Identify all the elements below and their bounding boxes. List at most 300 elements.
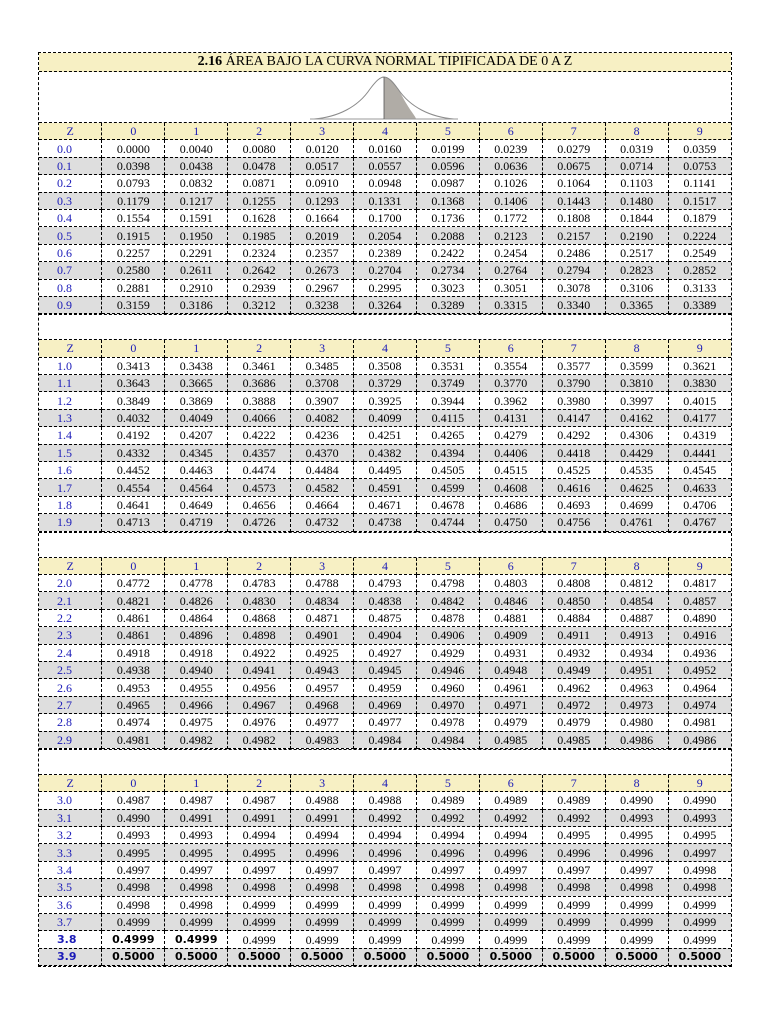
area-value-cell: 0.4418 bbox=[542, 444, 605, 461]
area-value-cell: 0.4772 bbox=[102, 574, 165, 591]
area-value-cell: 0.3212 bbox=[228, 296, 291, 313]
area-value-cell: 0.4850 bbox=[542, 592, 605, 609]
area-value-cell: 0.4952 bbox=[668, 661, 731, 678]
table-row bbox=[39, 496, 731, 513]
area-value-cell: 0.4608 bbox=[479, 479, 542, 496]
area-value-cell: 0.4999 bbox=[542, 896, 605, 913]
area-value-cell: 0.1985 bbox=[228, 227, 291, 244]
area-value-cell: 0.4997 bbox=[668, 844, 731, 861]
z-value-cell: 3.1 bbox=[39, 809, 102, 826]
z-value-cell: 1.5 bbox=[39, 444, 102, 461]
area-value-cell: 0.4778 bbox=[165, 574, 228, 591]
area-value-cell: 0.4990 bbox=[102, 809, 165, 826]
area-value-cell: 0.4999 bbox=[416, 914, 479, 931]
table-row bbox=[39, 731, 731, 748]
area-value-cell: 0.1879 bbox=[668, 209, 731, 226]
area-value-cell: 0.4783 bbox=[228, 574, 291, 591]
area-value-cell: 0.4978 bbox=[416, 714, 479, 731]
normal-curve-icon bbox=[308, 73, 460, 121]
area-value-cell: 0.4996 bbox=[291, 844, 354, 861]
area-value-cell: 0.3264 bbox=[354, 296, 417, 313]
area-value-cell: 0.2257 bbox=[102, 244, 165, 261]
area-value-cell: 0.2517 bbox=[605, 244, 668, 261]
area-value-cell: 0.3729 bbox=[354, 375, 417, 392]
area-value-cell: 0.4834 bbox=[291, 592, 354, 609]
area-value-cell: 0.4115 bbox=[416, 409, 479, 426]
area-value-cell: 0.4949 bbox=[542, 661, 605, 678]
table-row bbox=[39, 574, 731, 591]
area-value-cell: 0.4997 bbox=[354, 861, 417, 878]
area-value-cell: 0.1664 bbox=[291, 209, 354, 226]
area-value-cell: 0.2939 bbox=[228, 279, 291, 296]
table-row bbox=[39, 592, 731, 609]
area-value-cell: 0.4956 bbox=[228, 679, 291, 696]
area-value-cell: 0.1554 bbox=[102, 209, 165, 226]
z-value-cell: 2.2 bbox=[39, 609, 102, 626]
area-value-cell: 0.4826 bbox=[165, 592, 228, 609]
area-value-cell: 0.2019 bbox=[291, 227, 354, 244]
area-value-cell: 0.4974 bbox=[668, 696, 731, 713]
area-value-cell: 0.4997 bbox=[165, 861, 228, 878]
area-value-cell: 0.4972 bbox=[542, 696, 605, 713]
area-value-cell: 0.4545 bbox=[668, 462, 731, 479]
area-value-cell: 0.1179 bbox=[102, 192, 165, 209]
area-value-cell: 0.4932 bbox=[542, 644, 605, 661]
area-value-cell: 0.5000 bbox=[291, 948, 354, 965]
area-value-cell: 0.4082 bbox=[291, 409, 354, 426]
z-value-cell: 1.0 bbox=[39, 357, 102, 374]
z-value-cell: 2.3 bbox=[39, 627, 102, 644]
area-value-cell: 0.4370 bbox=[291, 444, 354, 461]
area-value-cell: 0.4977 bbox=[291, 714, 354, 731]
area-value-cell: 0.4664 bbox=[291, 496, 354, 513]
area-value-cell: 0.1844 bbox=[605, 209, 668, 226]
area-value-cell: 0.4463 bbox=[165, 462, 228, 479]
area-value-cell: 0.4192 bbox=[102, 427, 165, 444]
area-value-cell: 0.3461 bbox=[228, 357, 291, 374]
area-value-cell: 0.3508 bbox=[354, 357, 417, 374]
area-value-cell: 0.3621 bbox=[668, 357, 731, 374]
digit-column-header: 4 bbox=[354, 340, 417, 357]
area-value-cell: 0.4938 bbox=[102, 661, 165, 678]
z-value-cell: 2.0 bbox=[39, 574, 102, 591]
digit-column-header: 8 bbox=[605, 558, 668, 575]
area-value-cell: 0.3340 bbox=[542, 296, 605, 313]
z-table-block-4 bbox=[39, 775, 731, 966]
area-value-cell: 0.4441 bbox=[668, 444, 731, 461]
area-value-cell: 0.4993 bbox=[668, 809, 731, 826]
area-value-cell: 0.0438 bbox=[165, 157, 228, 174]
z-table-block-2 bbox=[39, 340, 731, 531]
area-value-cell: 0.4147 bbox=[542, 409, 605, 426]
digit-column-header: 1 bbox=[165, 558, 228, 575]
area-value-cell: 0.4999 bbox=[605, 931, 668, 948]
area-value-cell: 0.4591 bbox=[354, 479, 417, 496]
area-value-cell: 0.4881 bbox=[479, 609, 542, 626]
z-value-cell: 2.4 bbox=[39, 644, 102, 661]
table-row bbox=[39, 357, 731, 374]
area-value-cell: 0.4625 bbox=[605, 479, 668, 496]
z-value-cell: 3.4 bbox=[39, 861, 102, 878]
digit-column-header: 1 bbox=[165, 340, 228, 357]
area-value-cell: 0.3686 bbox=[228, 375, 291, 392]
area-value-cell: 0.4861 bbox=[102, 627, 165, 644]
block-gap bbox=[39, 532, 731, 558]
table-title bbox=[39, 53, 731, 72]
area-value-cell: 0.4991 bbox=[228, 809, 291, 826]
area-value-cell: 0.5000 bbox=[605, 948, 668, 965]
area-value-cell: 0.4999 bbox=[542, 914, 605, 931]
area-value-cell: 0.4966 bbox=[165, 696, 228, 713]
area-value-cell: 0.2157 bbox=[542, 227, 605, 244]
area-value-cell: 0.0948 bbox=[354, 175, 417, 192]
digit-column-header: 7 bbox=[542, 123, 605, 140]
digit-column-header: 5 bbox=[416, 558, 479, 575]
area-value-cell: 0.4999 bbox=[416, 931, 479, 948]
area-value-cell: 0.4997 bbox=[102, 861, 165, 878]
area-value-cell: 0.4980 bbox=[605, 714, 668, 731]
area-value-cell: 0.4726 bbox=[228, 514, 291, 531]
area-value-cell: 0.0398 bbox=[102, 157, 165, 174]
area-value-cell: 0.4756 bbox=[542, 514, 605, 531]
area-value-cell: 0.4981 bbox=[102, 731, 165, 748]
area-value-cell: 0.2123 bbox=[479, 227, 542, 244]
area-value-cell: 0.3554 bbox=[479, 357, 542, 374]
table-row bbox=[39, 375, 731, 392]
z-value-cell: 3.7 bbox=[39, 914, 102, 931]
area-value-cell: 0.3790 bbox=[542, 375, 605, 392]
z-value-cell: 3.8 bbox=[39, 931, 102, 948]
area-value-cell: 0.4984 bbox=[416, 731, 479, 748]
area-value-cell: 0.2549 bbox=[668, 244, 731, 261]
area-value-cell: 0.2967 bbox=[291, 279, 354, 296]
area-value-cell: 0.4222 bbox=[228, 427, 291, 444]
area-value-cell: 0.4616 bbox=[542, 479, 605, 496]
area-value-cell: 0.4525 bbox=[542, 462, 605, 479]
area-value-cell: 0.0359 bbox=[668, 140, 731, 157]
table-row bbox=[39, 209, 731, 226]
area-value-cell: 0.4998 bbox=[102, 879, 165, 896]
area-value-cell: 0.4987 bbox=[165, 792, 228, 809]
z-value-cell: 2.6 bbox=[39, 679, 102, 696]
table-row bbox=[39, 809, 731, 826]
area-value-cell: 0.4909 bbox=[479, 627, 542, 644]
area-value-cell: 0.4929 bbox=[416, 644, 479, 661]
area-value-cell: 0.3749 bbox=[416, 375, 479, 392]
area-value-cell: 0.3708 bbox=[291, 375, 354, 392]
z-value-cell: 1.8 bbox=[39, 496, 102, 513]
area-value-cell: 0.0319 bbox=[605, 140, 668, 157]
area-value-cell: 0.4803 bbox=[479, 574, 542, 591]
area-value-cell: 0.4999 bbox=[228, 896, 291, 913]
digit-column-header: 4 bbox=[354, 123, 417, 140]
z-value-cell: 0.0 bbox=[39, 140, 102, 157]
area-value-cell: 0.4918 bbox=[165, 644, 228, 661]
area-value-cell: 0.4955 bbox=[165, 679, 228, 696]
area-value-cell: 0.4995 bbox=[228, 844, 291, 861]
area-value-cell: 0.4998 bbox=[479, 879, 542, 896]
area-value-cell: 0.3315 bbox=[479, 296, 542, 313]
area-value-cell: 0.4982 bbox=[165, 731, 228, 748]
area-value-cell: 0.4931 bbox=[479, 644, 542, 661]
area-value-cell: 0.3869 bbox=[165, 392, 228, 409]
table-row bbox=[39, 140, 731, 157]
digit-column-header: 6 bbox=[479, 340, 542, 357]
table-row bbox=[39, 444, 731, 461]
area-value-cell: 0.4994 bbox=[416, 827, 479, 844]
area-value-cell: 0.4678 bbox=[416, 496, 479, 513]
area-value-cell: 0.4998 bbox=[228, 879, 291, 896]
area-value-cell: 0.4981 bbox=[668, 714, 731, 731]
area-value-cell: 0.4941 bbox=[228, 661, 291, 678]
area-value-cell: 0.3051 bbox=[479, 279, 542, 296]
area-value-cell: 0.2291 bbox=[165, 244, 228, 261]
area-value-cell: 0.1772 bbox=[479, 209, 542, 226]
area-value-cell: 0.4515 bbox=[479, 462, 542, 479]
z-value-cell: 2.7 bbox=[39, 696, 102, 713]
area-value-cell: 0.1331 bbox=[354, 192, 417, 209]
area-value-cell: 0.4996 bbox=[416, 844, 479, 861]
digit-column-header: 8 bbox=[605, 340, 668, 357]
area-value-cell: 0.4898 bbox=[228, 627, 291, 644]
area-value-cell: 0.4999 bbox=[354, 896, 417, 913]
area-value-cell: 0.4999 bbox=[479, 931, 542, 948]
area-value-cell: 0.4997 bbox=[228, 861, 291, 878]
area-value-cell: 0.4671 bbox=[354, 496, 417, 513]
table-row bbox=[39, 479, 731, 496]
area-value-cell: 0.2642 bbox=[228, 262, 291, 279]
area-value-cell: 0.4656 bbox=[228, 496, 291, 513]
area-value-cell: 0.4989 bbox=[542, 792, 605, 809]
area-value-cell: 0.4382 bbox=[354, 444, 417, 461]
area-value-cell: 0.4913 bbox=[605, 627, 668, 644]
area-value-cell: 0.3289 bbox=[416, 296, 479, 313]
area-value-cell: 0.4573 bbox=[228, 479, 291, 496]
area-value-cell: 0.1141 bbox=[668, 175, 731, 192]
z-value-cell: 3.5 bbox=[39, 879, 102, 896]
digit-column-header: 4 bbox=[354, 775, 417, 792]
digit-column-header: 3 bbox=[291, 340, 354, 357]
table-row bbox=[39, 914, 731, 931]
area-value-cell: 0.4987 bbox=[102, 792, 165, 809]
area-value-cell: 0.4649 bbox=[165, 496, 228, 513]
z-column-header: Z bbox=[39, 340, 102, 357]
digit-column-header: 9 bbox=[668, 123, 731, 140]
area-value-cell: 0.4986 bbox=[605, 731, 668, 748]
area-value-cell: 0.4999 bbox=[479, 914, 542, 931]
area-value-cell: 0.4959 bbox=[354, 679, 417, 696]
area-value-cell: 0.1915 bbox=[102, 227, 165, 244]
area-value-cell: 0.4943 bbox=[291, 661, 354, 678]
curve-illustration-row bbox=[39, 72, 731, 123]
area-value-cell: 0.4049 bbox=[165, 409, 228, 426]
area-value-cell: 0.4976 bbox=[228, 714, 291, 731]
area-value-cell: 0.2389 bbox=[354, 244, 417, 261]
digit-column-header: 9 bbox=[668, 558, 731, 575]
area-value-cell: 0.1591 bbox=[165, 209, 228, 226]
area-value-cell: 0.4761 bbox=[605, 514, 668, 531]
area-value-cell: 0.0832 bbox=[165, 175, 228, 192]
area-value-cell: 0.4957 bbox=[291, 679, 354, 696]
area-value-cell: 0.4997 bbox=[416, 861, 479, 878]
table-row bbox=[39, 896, 731, 913]
z-value-cell: 0.2 bbox=[39, 175, 102, 192]
z-value-cell: 0.9 bbox=[39, 296, 102, 313]
area-value-cell: 0.1443 bbox=[542, 192, 605, 209]
area-value-cell: 0.0080 bbox=[228, 140, 291, 157]
area-value-cell: 0.4970 bbox=[416, 696, 479, 713]
area-value-cell: 0.4429 bbox=[605, 444, 668, 461]
header-row bbox=[39, 775, 731, 792]
area-value-cell: 0.0199 bbox=[416, 140, 479, 157]
area-value-cell: 0.0279 bbox=[542, 140, 605, 157]
area-value-cell: 0.0000 bbox=[102, 140, 165, 157]
area-value-cell: 0.3944 bbox=[416, 392, 479, 409]
table-row bbox=[39, 262, 731, 279]
area-value-cell: 0.4719 bbox=[165, 514, 228, 531]
area-value-cell: 0.2823 bbox=[605, 262, 668, 279]
area-value-cell: 0.4963 bbox=[605, 679, 668, 696]
area-value-cell: 0.4990 bbox=[668, 792, 731, 809]
area-value-cell: 0.4505 bbox=[416, 462, 479, 479]
area-value-cell: 0.5000 bbox=[416, 948, 479, 965]
area-value-cell: 0.4960 bbox=[416, 679, 479, 696]
area-value-cell: 0.4817 bbox=[668, 574, 731, 591]
area-value-cell: 0.4846 bbox=[479, 592, 542, 609]
digit-column-header: 6 bbox=[479, 775, 542, 792]
z-column-header: Z bbox=[39, 123, 102, 140]
digit-column-header: 9 bbox=[668, 340, 731, 357]
area-value-cell: 0.4706 bbox=[668, 496, 731, 513]
area-value-cell: 0.4951 bbox=[605, 661, 668, 678]
area-value-cell: 0.4207 bbox=[165, 427, 228, 444]
area-value-cell: 0.2881 bbox=[102, 279, 165, 296]
area-value-cell: 0.4995 bbox=[668, 827, 731, 844]
area-value-cell: 0.3186 bbox=[165, 296, 228, 313]
table-blocks bbox=[39, 123, 731, 966]
z-value-cell: 1.3 bbox=[39, 409, 102, 426]
area-value-cell: 0.3438 bbox=[165, 357, 228, 374]
z-value-cell: 0.4 bbox=[39, 209, 102, 226]
area-value-cell: 0.4582 bbox=[291, 479, 354, 496]
area-value-cell: 0.4992 bbox=[542, 809, 605, 826]
area-value-cell: 0.4940 bbox=[165, 661, 228, 678]
area-value-cell: 0.4896 bbox=[165, 627, 228, 644]
area-value-cell: 0.4474 bbox=[228, 462, 291, 479]
z-value-cell: 0.5 bbox=[39, 227, 102, 244]
digit-column-header: 9 bbox=[668, 775, 731, 792]
area-value-cell: 0.4969 bbox=[354, 696, 417, 713]
area-value-cell: 0.4997 bbox=[291, 861, 354, 878]
area-value-cell: 0.4993 bbox=[605, 809, 668, 826]
area-value-cell: 0.0239 bbox=[479, 140, 542, 157]
area-value-cell: 0.4992 bbox=[354, 809, 417, 826]
area-value-cell: 0.3365 bbox=[605, 296, 668, 313]
area-value-cell: 0.4999 bbox=[165, 931, 228, 948]
z-value-cell: 0.3 bbox=[39, 192, 102, 209]
z-value-cell: 3.3 bbox=[39, 844, 102, 861]
area-value-cell: 0.4993 bbox=[102, 827, 165, 844]
digit-column-header: 8 bbox=[605, 775, 668, 792]
area-value-cell: 0.4999 bbox=[668, 931, 731, 948]
area-value-cell: 0.3106 bbox=[605, 279, 668, 296]
area-value-cell: 0.3238 bbox=[291, 296, 354, 313]
area-value-cell: 0.4953 bbox=[102, 679, 165, 696]
table-row bbox=[39, 879, 731, 896]
area-value-cell: 0.4998 bbox=[354, 879, 417, 896]
area-value-cell: 0.0478 bbox=[228, 157, 291, 174]
area-value-cell: 0.4236 bbox=[291, 427, 354, 444]
z-value-cell: 3.2 bbox=[39, 827, 102, 844]
area-value-cell: 0.2357 bbox=[291, 244, 354, 261]
table-row bbox=[39, 392, 731, 409]
area-value-cell: 0.4906 bbox=[416, 627, 479, 644]
area-value-cell: 0.4744 bbox=[416, 514, 479, 531]
area-value-cell: 0.2611 bbox=[165, 262, 228, 279]
area-value-cell: 0.4890 bbox=[668, 609, 731, 626]
area-value-cell: 0.4996 bbox=[354, 844, 417, 861]
digit-column-header: 4 bbox=[354, 558, 417, 575]
area-value-cell: 0.2190 bbox=[605, 227, 668, 244]
area-value-cell: 0.5000 bbox=[668, 948, 731, 965]
area-value-cell: 0.2054 bbox=[354, 227, 417, 244]
area-value-cell: 0.4998 bbox=[668, 861, 731, 878]
area-value-cell: 0.4967 bbox=[228, 696, 291, 713]
area-value-cell: 0.3665 bbox=[165, 375, 228, 392]
area-value-cell: 0.4495 bbox=[354, 462, 417, 479]
area-value-cell: 0.4961 bbox=[479, 679, 542, 696]
area-value-cell: 0.4999 bbox=[228, 931, 291, 948]
area-value-cell: 0.4996 bbox=[479, 844, 542, 861]
area-value-cell: 0.4992 bbox=[416, 809, 479, 826]
area-value-cell: 0.4999 bbox=[542, 931, 605, 948]
digit-column-header: 0 bbox=[102, 340, 165, 357]
area-value-cell: 0.3643 bbox=[102, 375, 165, 392]
area-value-cell: 0.4066 bbox=[228, 409, 291, 426]
area-value-cell: 0.4984 bbox=[354, 731, 417, 748]
z-value-cell: 3.0 bbox=[39, 792, 102, 809]
area-value-cell: 0.4918 bbox=[102, 644, 165, 661]
table-row bbox=[39, 609, 731, 626]
area-value-cell: 0.3577 bbox=[542, 357, 605, 374]
digit-column-header: 3 bbox=[291, 558, 354, 575]
area-value-cell: 0.4394 bbox=[416, 444, 479, 461]
area-value-cell: 0.4996 bbox=[542, 844, 605, 861]
area-value-cell: 0.4996 bbox=[605, 844, 668, 861]
area-value-cell: 0.4982 bbox=[228, 731, 291, 748]
area-value-cell: 0.4995 bbox=[605, 827, 668, 844]
area-value-cell: 0.4999 bbox=[416, 896, 479, 913]
area-value-cell: 0.4332 bbox=[102, 444, 165, 461]
z-value-cell: 1.1 bbox=[39, 375, 102, 392]
area-value-cell: 0.0596 bbox=[416, 157, 479, 174]
area-value-cell: 0.4988 bbox=[291, 792, 354, 809]
area-value-cell: 0.4999 bbox=[354, 931, 417, 948]
area-value-cell: 0.4968 bbox=[291, 696, 354, 713]
area-value-cell: 0.1103 bbox=[605, 175, 668, 192]
area-value-cell: 0.1064 bbox=[542, 175, 605, 192]
table-row bbox=[39, 644, 731, 661]
area-value-cell: 0.4999 bbox=[102, 914, 165, 931]
area-value-cell: 0.4808 bbox=[542, 574, 605, 591]
area-value-cell: 0.0675 bbox=[542, 157, 605, 174]
area-value-cell: 0.4985 bbox=[542, 731, 605, 748]
area-value-cell: 0.3849 bbox=[102, 392, 165, 409]
digit-column-header: 3 bbox=[291, 775, 354, 792]
z-value-cell: 3.6 bbox=[39, 896, 102, 913]
area-value-cell: 0.1480 bbox=[605, 192, 668, 209]
area-value-cell: 0.4936 bbox=[668, 644, 731, 661]
